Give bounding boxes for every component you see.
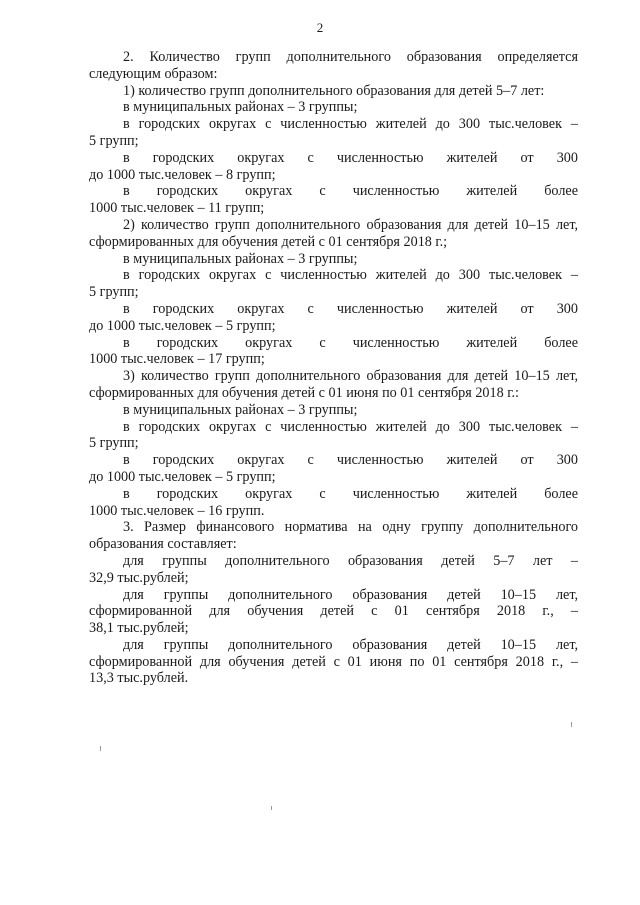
text-line: 2) количество групп дополнительного образования для детей 10–15 лет, xyxy=(123,216,578,233)
page-number: 2 xyxy=(316,20,324,35)
document-body xyxy=(89,49,578,687)
text-line: сформированной для обучения детей с 01 сентября 2018 г., – xyxy=(89,603,578,620)
text-line: до 1000 тыс.человек – 8 групп; xyxy=(89,166,276,183)
text-line: следующим образом: xyxy=(89,65,218,82)
text-line: 3) количество групп дополнительного образования для детей 10–15 лет, xyxy=(123,368,578,385)
text-line: в муниципальных районах – 3 группы; xyxy=(123,99,358,116)
scan-speck xyxy=(571,722,572,727)
text-line: для группы дополнительного образования детей 10–15 лет, xyxy=(123,586,578,603)
text-line: 1000 тыс.человек – 17 групп; xyxy=(89,351,265,368)
text-line: в городских округах с численностью жителей более xyxy=(123,334,578,351)
text-line: в городских округах с численностью жителей от 300 xyxy=(123,149,578,166)
text-line: 5 групп; xyxy=(89,284,139,301)
text-line: 38,1 тыс.рублей; xyxy=(89,620,189,637)
text-line: сформированных для обучения детей с 01 июня по 01 сентября 2018 г.: xyxy=(89,384,519,401)
text-line: в городских округах с численностью жителей более xyxy=(123,183,578,200)
text-line: 5 групп; xyxy=(89,132,139,149)
text-line: 1000 тыс.человек – 11 групп; xyxy=(89,200,265,217)
text-line: 13,3 тыс.рублей. xyxy=(89,670,189,687)
text-line: в городских округах с численностью жителей до 300 тыс.человек – xyxy=(123,116,578,133)
text-line: 1) количество групп дополнительного образования для детей 5–7 лет: xyxy=(123,82,545,99)
text-line: сформированной для обучения детей с 01 июня по 01 сентября 2018 г., – xyxy=(89,653,578,670)
text-line: в городских округах с численностью жителей от 300 xyxy=(123,452,578,469)
text-line: 32,9 тыс.рублей; xyxy=(89,569,189,586)
text-line: в городских округах с численностью жителей до 300 тыс.человек – xyxy=(123,267,578,284)
text-line: образования составляет: xyxy=(89,536,237,553)
text-line: в городских округах с численностью жителей более xyxy=(123,485,578,502)
text-line: 3. Размер финансового норматива на одну группу дополнительного xyxy=(123,519,578,536)
text-line: в городских округах с численностью жителей до 300 тыс.человек – xyxy=(123,418,578,435)
text-line: в городских округах с численностью жителей от 300 xyxy=(123,300,578,317)
text-line: 1000 тыс.человек – 16 групп. xyxy=(89,502,265,519)
text-line: в муниципальных районах – 3 группы; xyxy=(123,250,358,267)
scan-speck xyxy=(100,746,101,751)
text-line: сформированных для обучения детей с 01 сентября 2018 г.; xyxy=(89,233,448,250)
text-line: для группы дополнительного образования детей 10–15 лет, xyxy=(123,636,578,653)
text-line: для группы дополнительного образования детей 5–7 лет – xyxy=(123,552,578,569)
scan-speck xyxy=(271,806,272,810)
text-line: до 1000 тыс.человек – 5 групп; xyxy=(89,468,276,485)
text-line: до 1000 тыс.человек – 5 групп; xyxy=(89,317,276,334)
text-line: в муниципальных районах – 3 группы; xyxy=(123,401,358,418)
text-line: 5 групп; xyxy=(89,435,139,452)
text-line: 2. Количество групп дополнительного образования определяется xyxy=(123,49,578,65)
